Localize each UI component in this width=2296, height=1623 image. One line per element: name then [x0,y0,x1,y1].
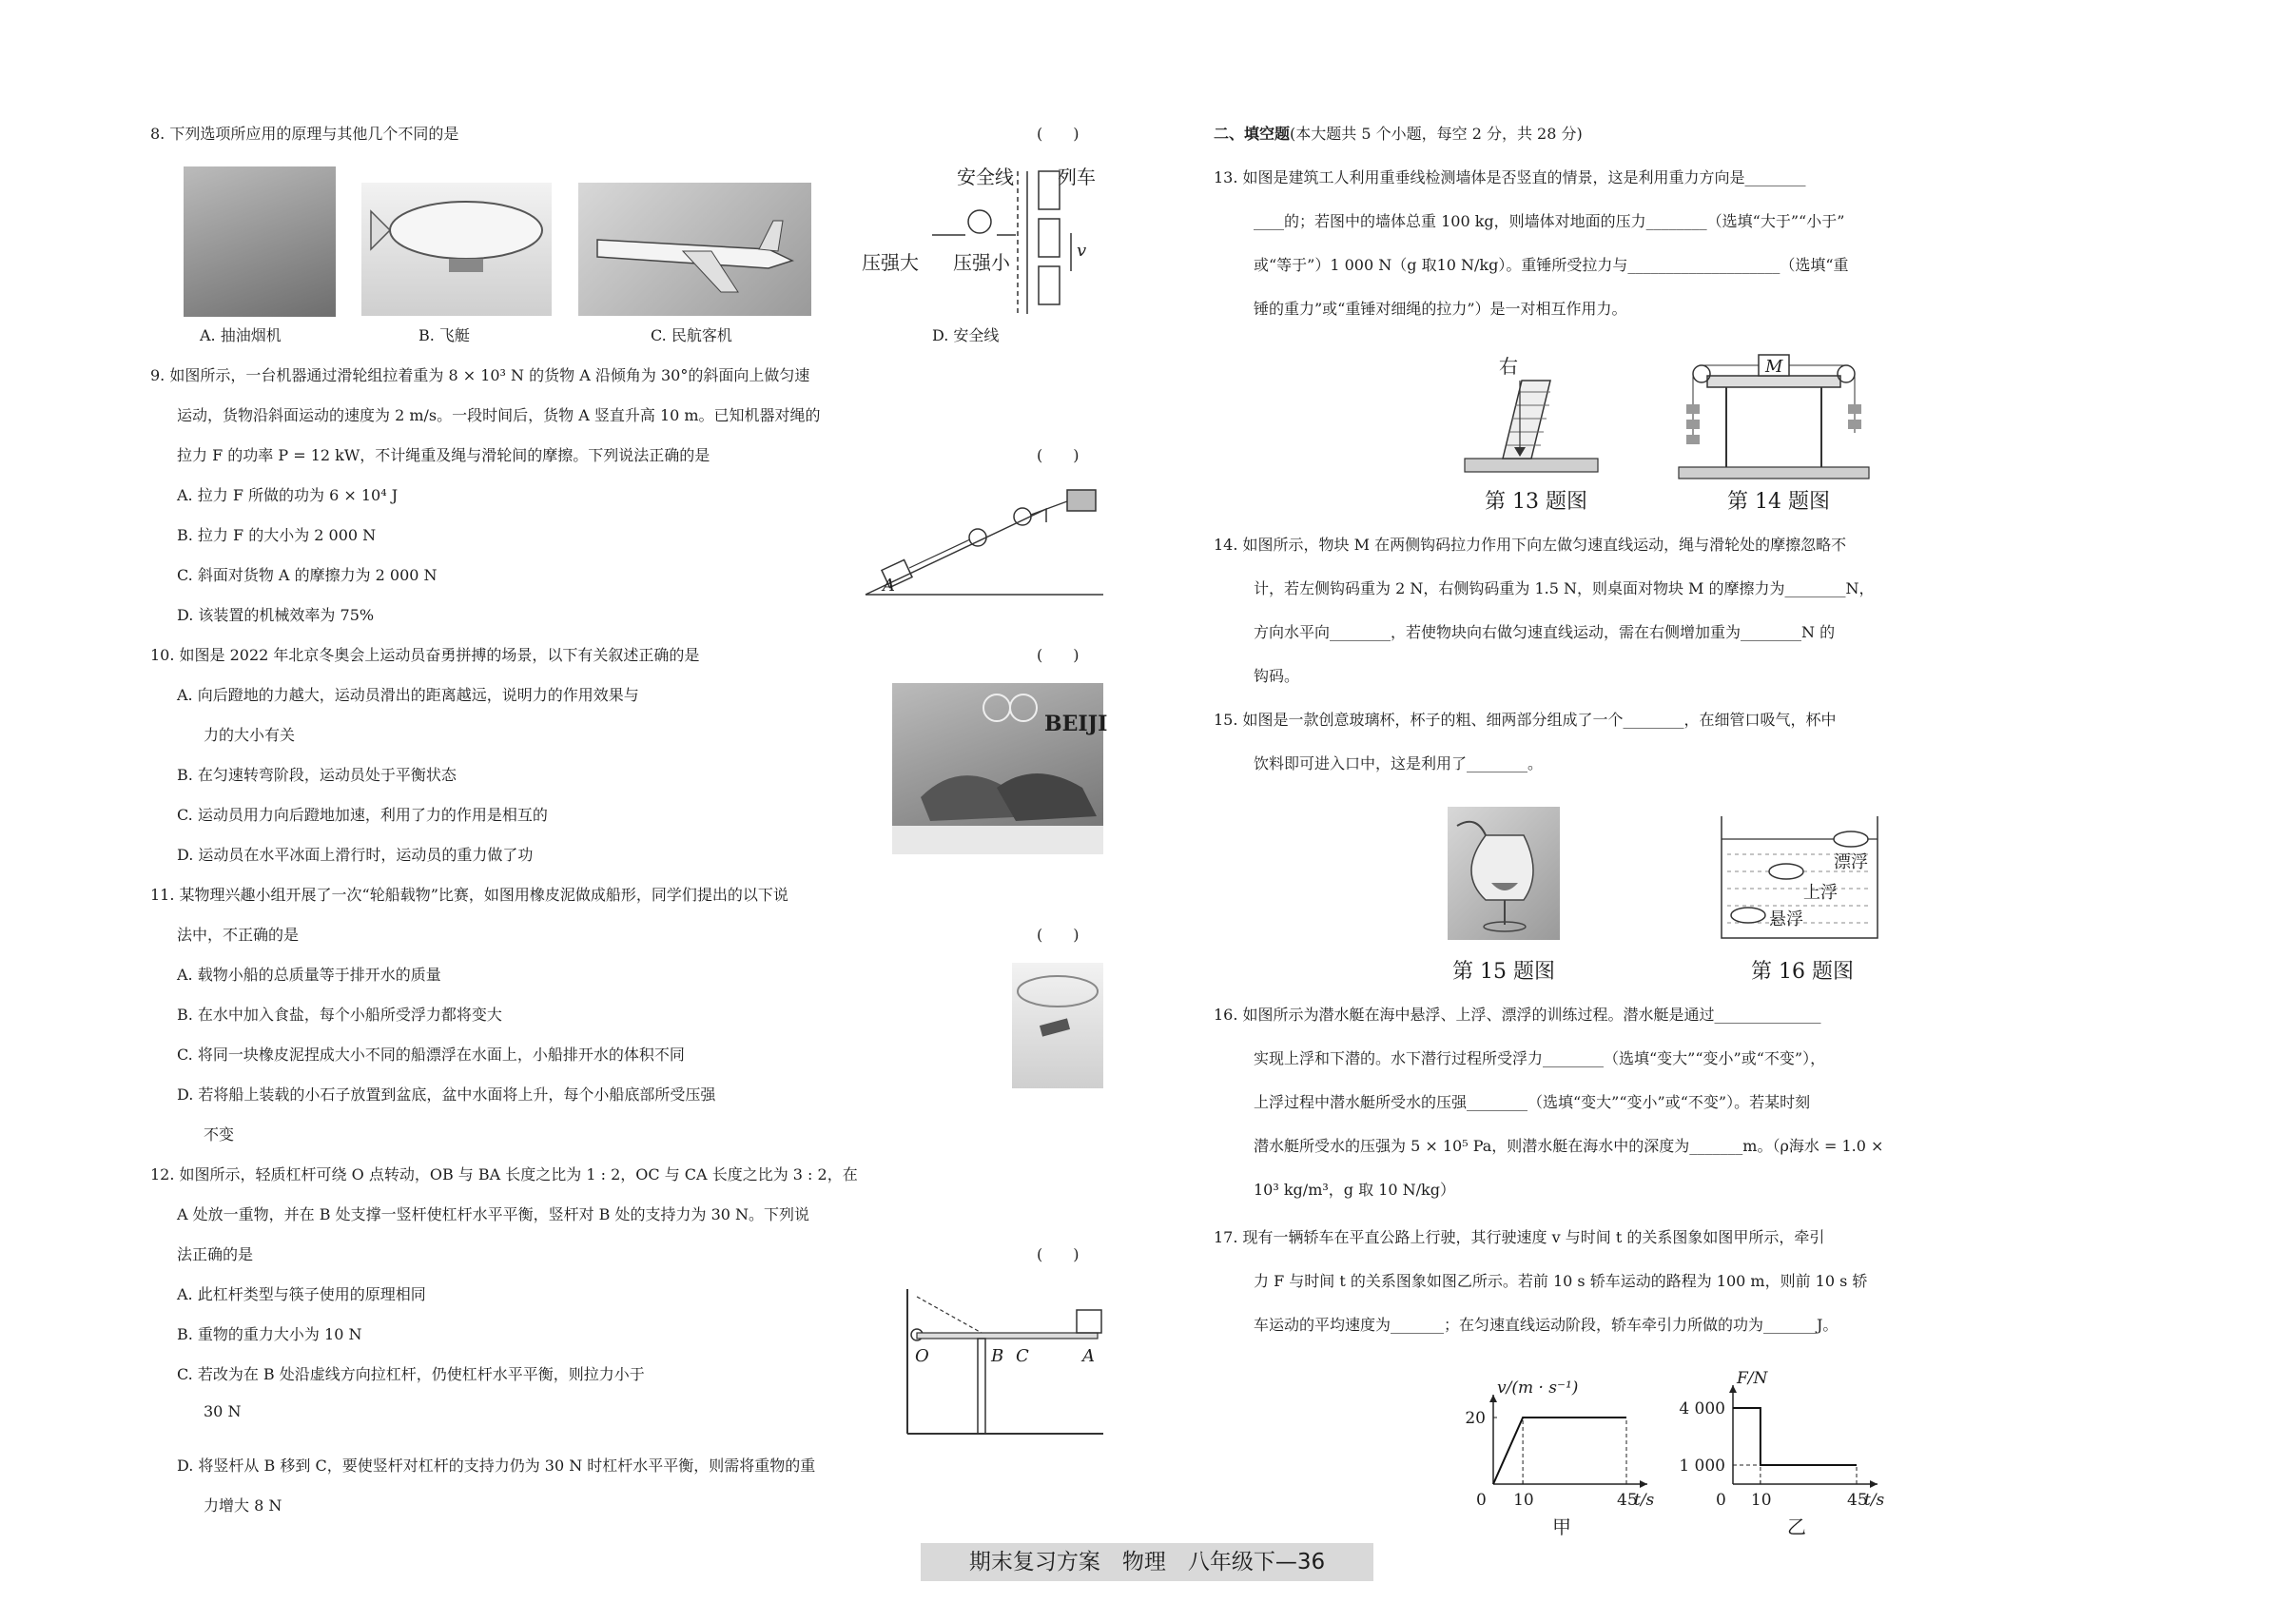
svg-text:O: O [915,1346,929,1366]
q9-option-a: A. 拉力 F 所做的功为 6 × 10⁴ J [177,486,399,504]
lever-diagram [904,1289,1108,1441]
svg-text:上浮: 上浮 [1803,883,1838,903]
svg-text:A: A [1082,1346,1095,1366]
q9-line-1: 9. 如图所示，一台机器通过滑轮组拉着重为 8 × 10³ N 的货物 A 沿倾角为 30°的斜面向上做匀速 [150,366,810,384]
x-axis-label: t/s [1864,1491,1885,1510]
q9-line-3: 拉力 F 的功率 P = 12 kW，不计绳重及绳与滑轮间的摩擦。下列说法正确的是 [177,446,710,464]
svg-text:v: v [1077,241,1087,261]
q8-stem: 8. 下列选项所应用的原理与其他几个不同的是 [150,125,459,143]
q9-answer-paren: ( ) [1037,446,1080,464]
q17-line-2: 力 F 与时间 t 的关系图象如图乙所示。若前 10 s 轿车运动的路程为 100 m，则前 10 s 轿 [1254,1272,1868,1290]
pressure-small-label: 压强小 [953,251,1010,274]
q16-line-5: 10³ kg/m³，g 取 10 N/kg） [1254,1181,1455,1199]
q10-option-c: C. 运动员用力向后蹬地加速，利用了力的作用是相互的 [177,806,548,824]
svg-text:C: C [1016,1346,1029,1366]
q12-option-d-cont: 力增大 8 N [204,1496,282,1515]
q16-line-4: 潜水艇所受水的压强为 5 × 10⁵ Pa，则潜水艇在海水中的深度为_______m。（ρ海水 = 1.0 × [1254,1137,1884,1155]
range-hood-photo [184,166,336,317]
y-tick-label: 20 [1465,1409,1486,1428]
fig16-caption: 第 16 题图 [1751,960,1854,984]
fig15-caption: 第 15 题图 [1452,960,1555,984]
q12-option-c: C. 若改为在 B 处沿虚线方向拉杠杆，仍使杠杆水平平衡，则拉力小于 [177,1365,645,1383]
airship-photo [361,183,552,316]
safety-line-label: 安全线 [957,166,1014,188]
svg-text:右: 右 [1499,355,1518,378]
svg-text:悬浮: 悬浮 [1769,909,1803,929]
page-footer: 期末复习方案 物理 八年级下—36 [921,1543,1373,1581]
pulley-table-diagram [1679,347,1869,480]
q12-line-2: A 处放一重物，并在 B 处支撑一竖杆使杠杆水平平衡，竖杆对 B 处的支持力为 30 N。下列说 [177,1205,810,1223]
pressure-big-label: 压强大 [862,251,919,274]
q8-option-d: D. 安全线 [932,326,1000,344]
train-label: 列车 [1058,166,1096,188]
fig13-caption: 第 13 题图 [1485,490,1587,514]
skaters-icon [892,683,1108,854]
x-tick-label: 45 [1847,1491,1868,1510]
glass-cup-icon [1448,807,1560,940]
svg-text:B: B [991,1346,1004,1366]
q13-line-1: 13. 如图是建筑工人利用重垂线检测墙体是否竖直的情景，这是利用重力方向是________ [1214,168,1806,186]
q12-option-c-cont: 30 N [204,1402,242,1420]
force-time-chart [1676,1362,1897,1538]
q11-line-1: 11. 某物理兴趣小组开展了一次“轮船载物”比赛，如图用橡皮泥做成船形，同学们提出的以下说 [150,886,788,904]
q17-line-3: 车运动的平均速度为_______；在匀速直线运动阶段，轿车牵引力所做的功为_______J。 [1254,1316,1839,1334]
boat-basin-icon [1012,963,1103,1088]
q14-line-3: 方向水平向________，若使物块向右做匀速直线运动，需在右侧增加重为________N 的 [1254,623,1836,641]
q8-option-a: A. 抽油烟机 [200,326,282,344]
q11-option-c: C. 将同一块橡皮泥捏成大小不同的船漂浮在水面上，小船排开水的体积不同 [177,1046,685,1064]
q17-line-1: 17. 现有一辆轿车在平直公路上行驶，其行驶速度 v 与时间 t 的关系图象如图甲所示，牵引 [1214,1228,1825,1246]
q10-option-a-cont: 力的大小有关 [204,726,296,744]
skating-photo [892,683,1108,854]
airliner-photo [578,183,811,316]
q12-line-3: 法正确的是 [177,1245,254,1263]
q11-option-a: A. 载物小船的总质量等于排开水的质量 [177,966,441,984]
q10-stem: 10. 如图是 2022 年北京冬奥会上运动员奋勇拼搏的场景，以下有关叙述正确的是 [150,646,700,664]
q11-option-d-cont: 不变 [204,1125,235,1144]
q9-line-2: 运动，货物沿斜面运动的速度为 2 m/s。一段时间后，货物 A 竖直升高 10 m。已知机器对绳的 [177,406,821,424]
q15-line-1: 15. 如图是一款创意玻璃杯，杯子的粗、细两部分组成了一个________，在细管口吸气，杯中 [1214,711,1837,729]
x-axis-label: t/s [1634,1491,1655,1510]
q10-option-d: D. 运动员在水平冰面上滑行时，运动员的重力做了功 [177,846,534,864]
q8-option-b: B. 飞艇 [418,326,470,344]
x-tick-label: 10 [1513,1491,1534,1510]
q12-option-b: B. 重物的重力大小为 10 N [177,1325,362,1343]
section-heading [1214,122,1583,144]
svg-text:漂浮: 漂浮 [1834,852,1868,872]
y-tick-label: 4 000 [1679,1399,1725,1418]
q11-line-2: 法中，不正确的是 [177,926,300,944]
q12-option-a: A. 此杠杆类型与筷子使用的原理相同 [177,1285,426,1303]
q15-line-2: 饮料即可进入口中，这是利用了________。 [1254,754,1544,772]
series-line [1733,1408,1857,1465]
svg-text:M: M [1765,357,1783,377]
q14-line-2: 计，若左侧钩码重为 2 N，右侧钩码重为 1.5 N，则桌面对物块 M 的摩擦力为________N， [1254,579,1875,597]
q13-line-4: 锤的重力”或“重锤对细绳的拉力”）是一对相互作用力。 [1254,300,1627,318]
airship-icon [361,183,552,316]
x-tick-label: 45 [1617,1491,1638,1510]
q12-answer-paren: ( ) [1037,1245,1080,1263]
svg-text:A: A [883,576,895,596]
q16-line-2: 实现上浮和下潜的。水下潜行过程所受浮力________（选填“变大”“变小”或“不变”）， [1254,1049,1826,1067]
q10-answer-paren: ( ) [1037,646,1080,664]
series-line [1493,1418,1626,1484]
section-note: (本大题共 5 个小题，每空 2 分，共 28 分) [1290,125,1583,143]
x-axis-arrow [1870,1480,1878,1488]
submarine-diagram [1720,816,1881,942]
q10-option-b: B. 在匀速转弯阶段，运动员处于平衡状态 [177,766,457,784]
q11-answer-paren: ( ) [1037,926,1080,944]
svg-text:BEIJI: BEIJI [1044,712,1108,736]
chart-title: 乙 [1787,1515,1806,1538]
incline-pulley-diagram [856,480,1103,604]
y-axis-label: v/(m · s⁻¹) [1497,1379,1579,1398]
glass-cup-photo [1448,807,1560,940]
q16-line-3: 上浮过程中潜水艇所受水的压强________（选填“变大”“变小”或“不变”）。若某时刻 [1254,1093,1811,1111]
clay-boat-photo [1012,963,1103,1088]
q14-line-4: 钩码。 [1254,667,1300,685]
q9-option-c: C. 斜面对货物 A 的摩擦力为 2 000 N [177,566,438,584]
q12-option-d: D. 将竖杆从 B 移到 C，要使竖杆对杠杆的支持力仍为 30 N 时杠杆水平平衡，则需将重物的重 [177,1457,816,1475]
q14-line-1: 14. 如图所示，物块 M 在两侧钩码拉力作用下向左做匀速直线运动，绳与滑轮处的摩擦忽略不 [1214,536,1847,554]
q12-line-1: 12. 如图所示，轻质杠杆可绕 O 点转动，OB 与 BA 长度之比为 1 : 2，OC 与 CA 长度之比为 3 : 2，在 [150,1165,858,1183]
chart-title: 甲 [1552,1515,1571,1538]
velocity-time-chart [1448,1362,1704,1538]
y-axis-arrow [1489,1395,1497,1402]
wall-plumb-diagram [1465,352,1598,480]
airplane-icon [578,183,811,316]
y-axis-arrow [1729,1385,1737,1393]
q8-answer-paren: ( ) [1037,125,1080,143]
q13-line-3: 或“等于”）1 000 N（g 取10 N/kg）。重锤所受拉力与____________________（选填“重 [1254,256,1849,274]
x-axis-arrow [1640,1480,1647,1488]
y-axis-label: F/N [1737,1369,1768,1388]
safety-line-diagram [856,166,1103,319]
x-tick-label: 0 [1716,1491,1726,1510]
q11-option-b: B. 在水中加入食盐，每个小船所受浮力都将变大 [177,1006,502,1024]
q9-option-b: B. 拉力 F 的大小为 2 000 N [177,526,377,544]
section-title: 二、填空题 [1214,125,1291,143]
y-tick-label: 1 000 [1679,1457,1725,1476]
q8-option-c: C. 民航客机 [651,326,732,344]
q10-option-a: A. 向后蹬地的力越大，运动员滑出的距离越远，说明力的作用效果与 [177,686,639,704]
q11-option-d: D. 若将船上装载的小石子放置到盆底，盆中水面将上升，每个小船底部所受压强 [177,1085,716,1104]
q16-line-1: 16. 如图所示为潜水艇在海中悬浮、上浮、漂浮的训练过程。潜水艇是通过______________ [1214,1006,1821,1024]
x-tick-label: 0 [1476,1491,1487,1510]
x-tick-label: 10 [1750,1491,1772,1510]
q13-line-2: ____的；若图中的墙体总重 100 kg，则墙体对地面的压力________（选填“大于”“小于” [1254,212,1845,230]
q9-option-d: D. 该装置的机械效率为 75% [177,606,375,624]
fig14-caption: 第 14 题图 [1727,490,1830,514]
